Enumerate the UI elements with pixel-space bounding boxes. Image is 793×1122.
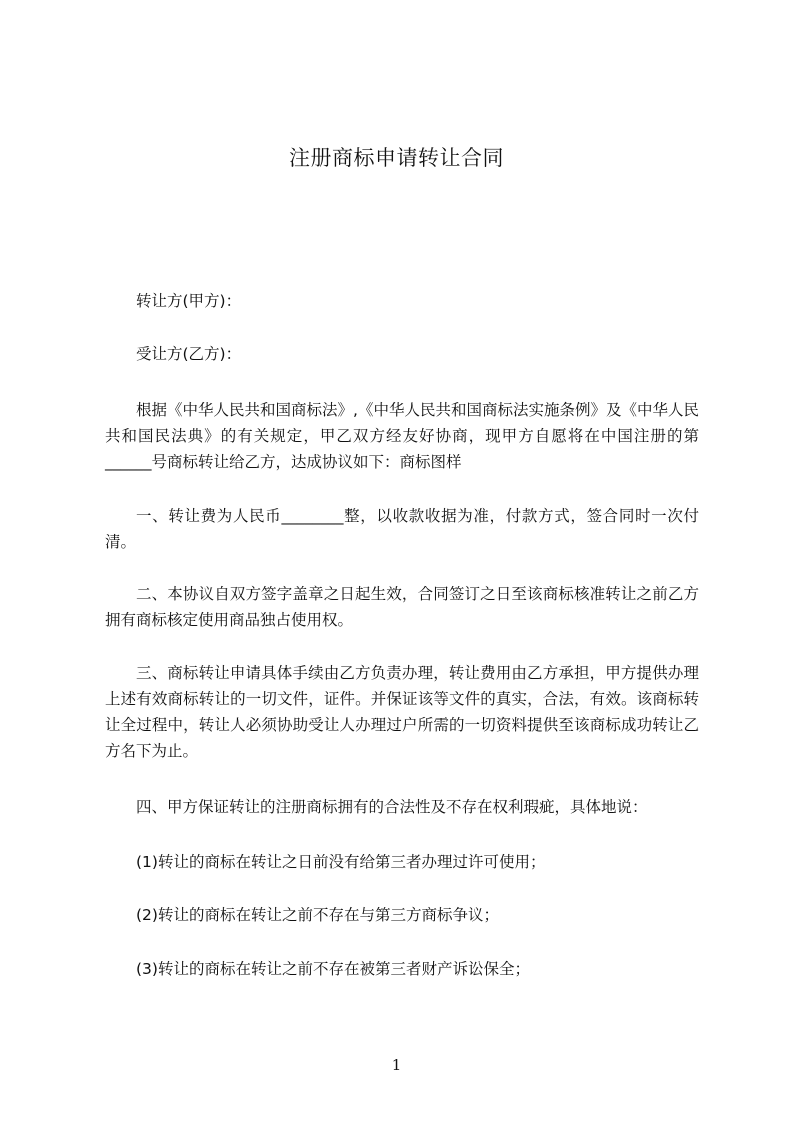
clause-2-paragraph: 二、本协议自双方签字盖章之日起生效，合同签订之日至该商标核准转让之前乙方拥有商标核定使用商品独占使用权。 <box>105 585 699 629</box>
transferor-label: 转让方(甲方)： <box>136 292 242 310</box>
clause-1-paragraph: 一、转让费为人民币________整，以收款收据为准，付款方式，签合同时一次付清。 <box>105 507 699 551</box>
transferee-label: 受让方(乙方)： <box>136 345 242 363</box>
page-number: 1 <box>391 1056 402 1074</box>
clause-4-item-1: (1)转让的商标在转让之日前没有给第三者办理过许可使用； <box>136 853 546 871</box>
clause-4-item-2: (2)转让的商标在转让之前不存在与第三方商标争议； <box>136 906 499 924</box>
document-title: 注册商标申请转让合同 <box>289 146 504 170</box>
clause-4-item-3: (3)转让的商标在转让之前不存在被第三者财产诉讼保全； <box>136 960 530 978</box>
clause-3-paragraph: 三、商标转让申请具体手续由乙方负责办理，转让费用由乙方承担，甲方提供办理上述有效商标转让的一切文件，证件。并保证该等文件的真实，合法，有效。该商标转让全过程中，转让人必须协助受让人办理过户所需的一切资料提供至该商标成功转让乙方名下为止。 <box>105 664 699 760</box>
clause-4-paragraph: 四、甲方保证转让的注册商标拥有的合法性及不存在权利瑕疵，具体地说： <box>136 798 648 816</box>
preamble-paragraph: 根据《中华人民共和国商标法》,《中华人民共和国商标法实施条例》及《中华人民共和国民法典》的有关规定，甲乙双方经友好协商，现甲方自愿将在中国注册的第______号商标转让给乙方，达成协议如下：商标图样 <box>105 401 699 471</box>
